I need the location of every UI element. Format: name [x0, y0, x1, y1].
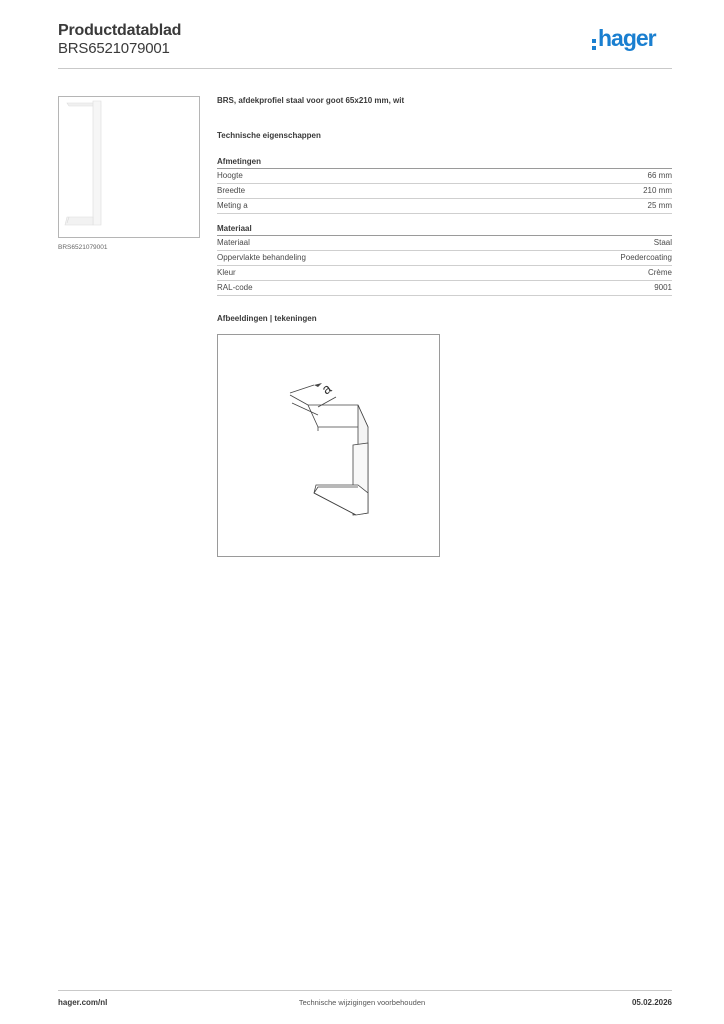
- table-row: [217, 169, 672, 184]
- row-value: 9001: [654, 283, 672, 292]
- product-name: BRS, afdekprofiel staal voor goot 65x210 mm, wit: [217, 96, 405, 105]
- dimensions-table: [217, 156, 672, 214]
- thumbnail-caption: BRS6521079001: [58, 244, 108, 251]
- logo-dots-icon: [592, 39, 596, 53]
- page-title: Productdatablad: [58, 22, 182, 39]
- technical-drawing: [217, 334, 440, 557]
- row-label: Hoogte: [217, 171, 243, 180]
- row-label: Oppervlakte behandeling: [217, 253, 306, 262]
- footer-divider: [58, 990, 672, 991]
- cover-profile-icon: [59, 97, 199, 237]
- material-table: [217, 223, 672, 296]
- row-value: 210 mm: [643, 186, 672, 195]
- dimensions-heading: Afmetingen: [217, 156, 672, 169]
- footer-date: 05.02.2026: [631, 998, 672, 1007]
- profile-drawing-icon: [218, 335, 439, 556]
- material-heading: Materiaal: [217, 223, 672, 236]
- table-row: [217, 236, 672, 251]
- drawings-heading: Afbeeldingen | tekeningen: [217, 314, 317, 323]
- row-label: RAL-code: [217, 283, 253, 292]
- row-value: Crème: [647, 268, 672, 277]
- table-row: [217, 281, 672, 296]
- table-row: [217, 266, 672, 281]
- footer-notice: Technische wijzigingen voorbehouden: [298, 998, 426, 1007]
- row-label: Materiaal: [217, 238, 250, 247]
- footer-website[interactable]: hager.com/nl: [58, 998, 108, 1007]
- table-row: [217, 199, 672, 214]
- hager-logo: [592, 27, 676, 57]
- row-value: 25 mm: [647, 201, 672, 210]
- row-value: Poedercoating: [620, 253, 672, 262]
- row-value: 66 mm: [647, 171, 672, 180]
- table-row: [217, 184, 672, 199]
- row-value: Staal: [653, 238, 672, 247]
- technical-heading: Technische eigenschappen: [217, 131, 321, 140]
- row-label: Breedte: [217, 186, 246, 195]
- dimension-label: a: [318, 379, 335, 398]
- table-row: [217, 251, 672, 266]
- logo-wordmark: hager: [598, 25, 656, 51]
- product-code: BRS6521079001: [58, 40, 170, 57]
- header-divider: [58, 68, 672, 69]
- row-label: Meting a: [217, 201, 248, 210]
- row-label: Kleur: [217, 268, 236, 277]
- product-thumbnail: [58, 96, 200, 238]
